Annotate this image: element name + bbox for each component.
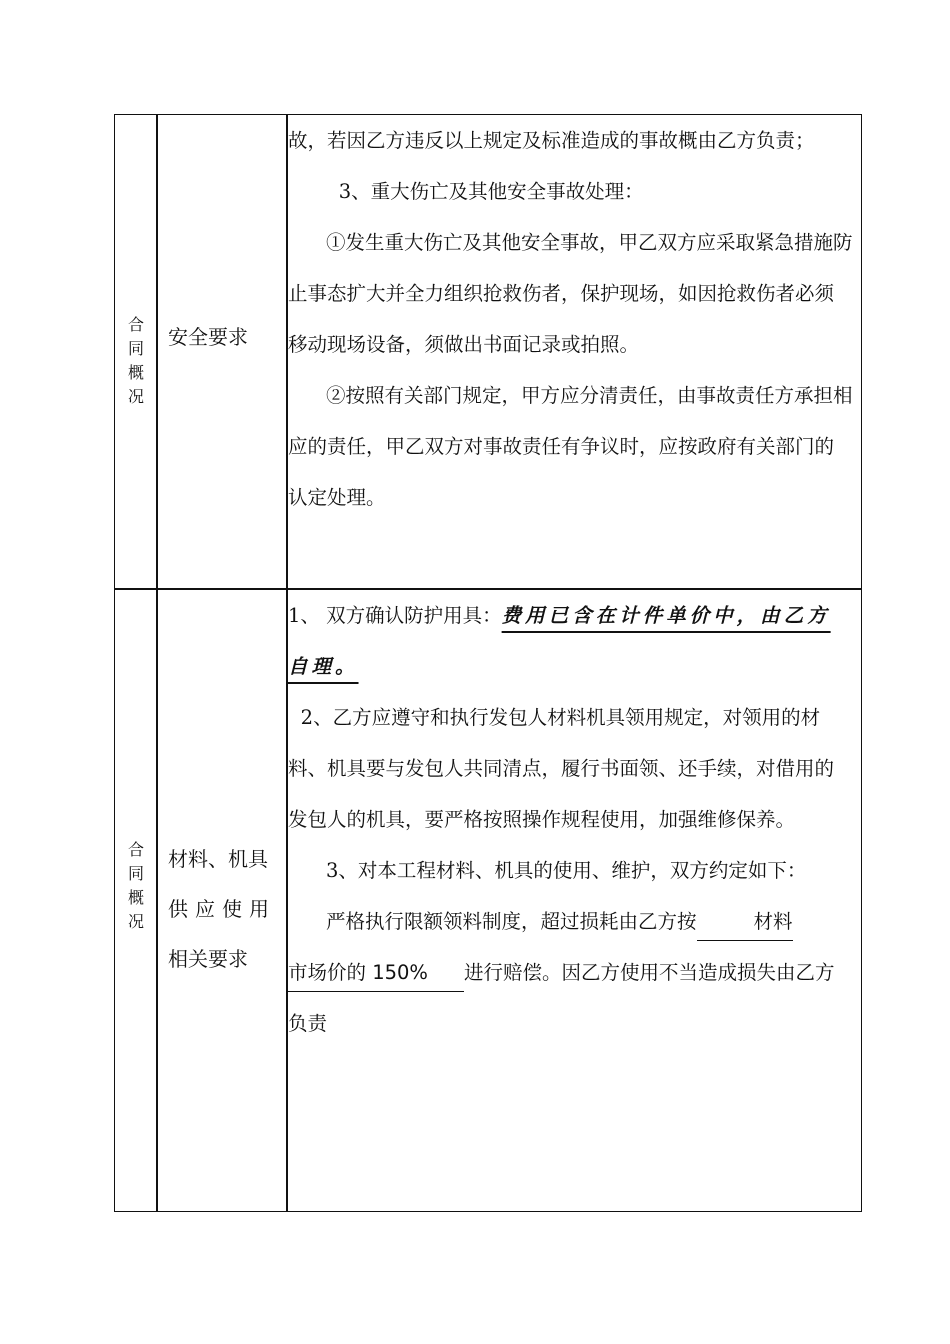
paragraph: 2、乙方应遵守和执行发包人材料机具领用规定，对领用的材料、机具要与发包人共同清点，履行书面领、还手续，对借用的发包人的机具，要严格按照操作规程使用，加强维修保养。: [288, 706, 835, 831]
category-label: 合 同 概 况: [127, 315, 144, 406]
blank-field: 市场价的 150%: [288, 955, 464, 992]
row-title-safety: 安全要求: [168, 325, 248, 349]
contract-table: [114, 114, 862, 1212]
paragraph: ②按照有关部门规定，甲方应分清责任，由事故责任方承担相应的责任，甲乙双方对事故责任有争议时，应按政府有关部门的认定处理。: [288, 384, 853, 509]
materials-requirements-text: [288, 590, 853, 1049]
row-title-materials: 材料、机具 供应使用 相关要求: [168, 847, 276, 971]
item-1-label: 1、 双方确认防护用具：: [288, 604, 502, 627]
blank-field: 材料: [697, 904, 793, 941]
paragraph: 3、对本工程材料、机具的使用、维护，双方约定如下：: [326, 859, 807, 882]
paragraph: ①发生重大伤亡及其他安全事故，甲乙双方应采取紧急措施防止事态扩大并全力组织抢救伤者，保护现场，如因抢救伤者必须移动现场设备，须做出书面记录或拍照。: [288, 231, 853, 356]
paragraph: 故，若因乙方违反以上规定及标准造成的事故概由乙方负责；: [288, 129, 815, 152]
safety-requirements-text: [288, 115, 853, 523]
category-label: 合 同 概 况: [127, 840, 144, 931]
paragraph: 严格执行限额领料制度，超过损耗由乙方按 材料 市场价的 150% 进行赔偿。因乙方使用不当造成损失由乙方负责: [288, 896, 853, 1049]
filled-in-answer: 费用已含在计件单价中，由乙方自理。: [288, 604, 831, 678]
paragraph: [288, 590, 853, 692]
paragraph: 3、重大伤亡及其他安全事故处理：: [338, 180, 644, 203]
column-divider: [156, 115, 158, 1211]
